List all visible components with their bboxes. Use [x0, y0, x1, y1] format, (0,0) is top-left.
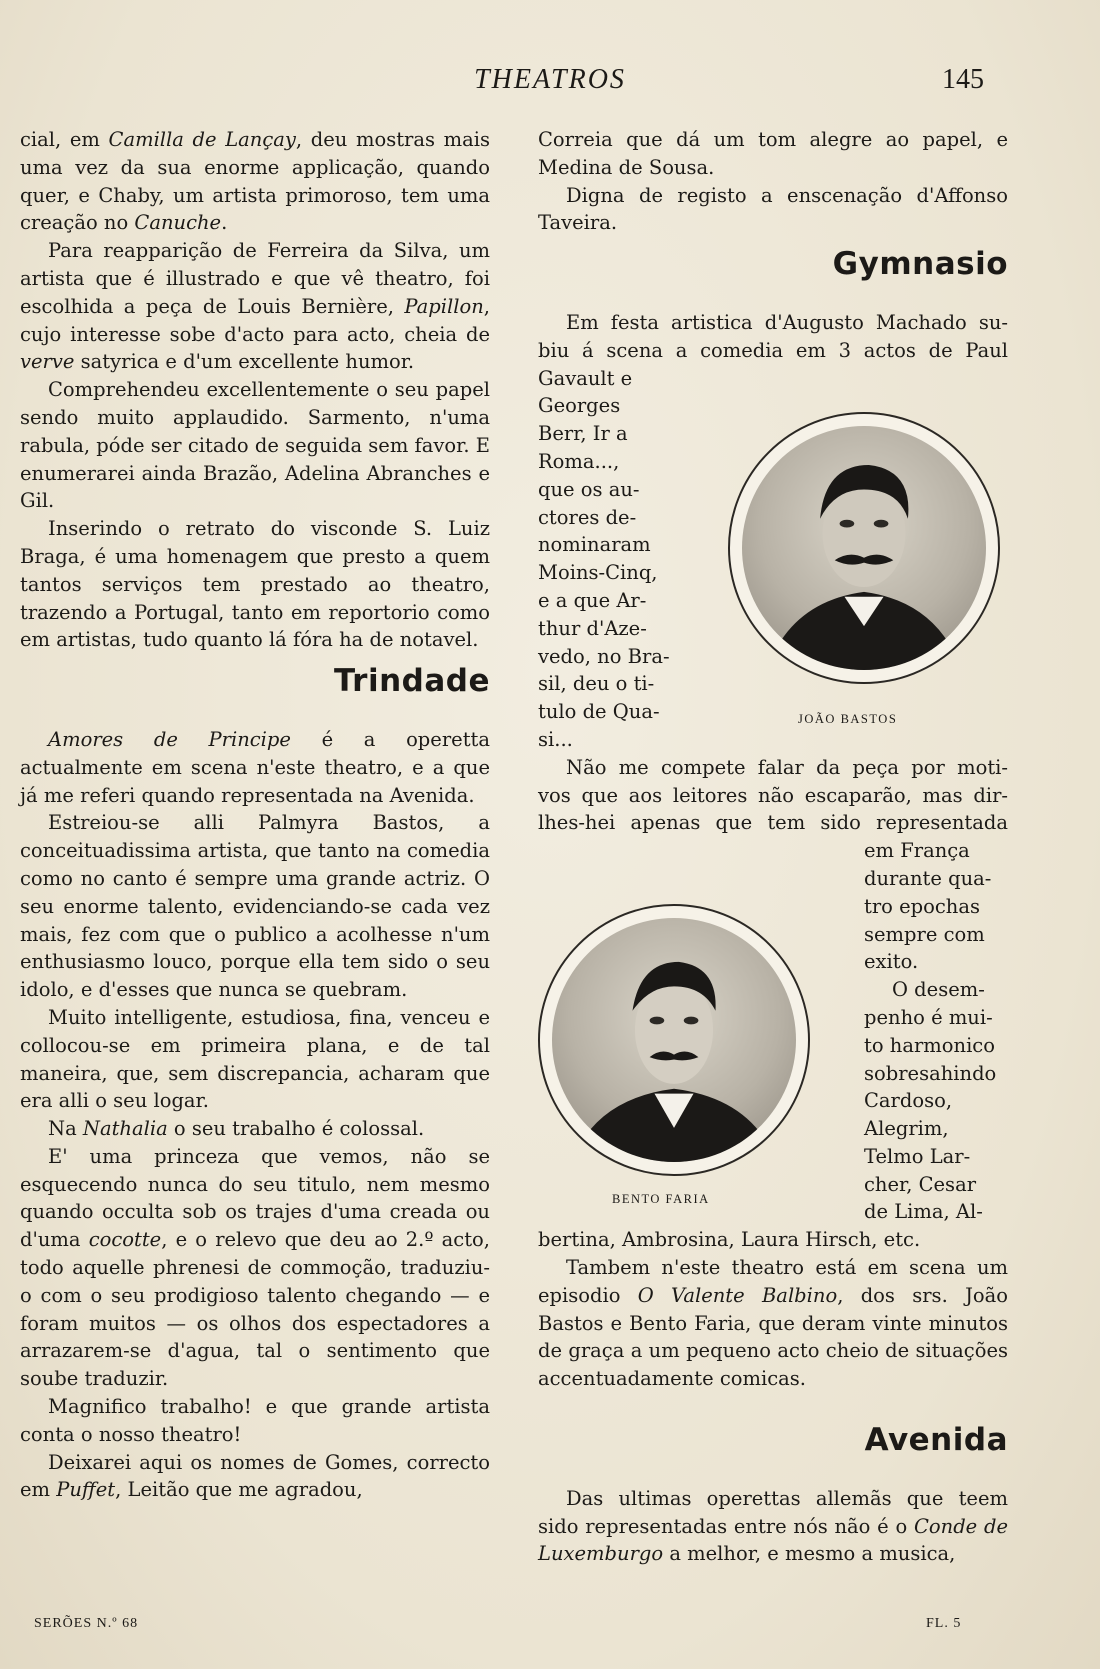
text-line: Roma..., [538, 449, 620, 473]
text-line: nominaram [538, 533, 651, 557]
paragraph: Amores de Principe é a operetta actualmente em scena n'este theatro, e a que já me referi quando representada na Avenida. [20, 727, 490, 807]
text-line: em França [864, 839, 970, 863]
paragraph: Tambem n'este theatro está em scena um episodio O Valente Balbino, dos srs. João Bastos e Bento Faria, que deram vinte minutos de graça a um pequeno acto cheio de situações accentuadamente comicas. [538, 1256, 1008, 1391]
text-line: thur d'Aze- [538, 616, 647, 640]
text-line: durante qua- [864, 866, 992, 890]
text-line: vos que aos leitores não escaparão, mas dir- [538, 783, 1008, 807]
paragraph: Deixarei aqui os nomes de Gomes, correcto em Puffet, Leitão que me agradou, [20, 1450, 490, 1502]
paragraph: Magnifico trabalho! e que grande artista conta o nosso theatro! [20, 1395, 490, 1446]
text-line: Alegrim, [864, 1117, 949, 1141]
text-line: to harmonico [864, 1033, 995, 1057]
text-line: tro epochas [864, 894, 980, 918]
footer-folio: FL. 5 [926, 1616, 962, 1631]
text-line: Em festa artistica d'Augusto Machado su- [566, 310, 1008, 334]
text-line: si... [538, 727, 573, 751]
text-line: sempre com [864, 922, 985, 946]
portrait-photo [742, 426, 986, 670]
portrait-bento-faria [538, 904, 810, 1176]
portrait-photo [552, 918, 796, 1162]
text-line: e a que Ar- [538, 588, 647, 612]
paragraph: Muito intelligente, estudiosa, fina, venceu e collocou-se em primeira plana, e de tal maneira, que, sem discrepancia, acharam que era alli o seu logar. [20, 1005, 490, 1113]
text-line: ctores de- [538, 505, 637, 529]
footer-issue: SERÕES N.º 68 [34, 1616, 139, 1631]
text-line: Moins-Cinq, [538, 561, 658, 585]
paragraph: Correia que dá um tom alegre ao papel, e Medina de Sousa. [538, 128, 1008, 179]
text-line: sil, deu o ti- [538, 672, 655, 696]
text-line: Georges [538, 394, 621, 418]
page-number: 145 [942, 64, 984, 95]
text-line: Telmo Lar- [864, 1144, 971, 1168]
text-line: tulo de Qua- [538, 700, 660, 724]
running-header: THEATROS [474, 64, 626, 95]
paragraph: Para reapparição de Ferreira da Silva, um artista que é illustrado e que vê theatro, foi escolhida a peça de Louis Bernière, Papillon, cujo interesse sobe d'acto para acto, cheia de verve satyrica e d'um excellente humor. [20, 239, 490, 374]
text-line: biu á scena a comedia em 3 actos de Paul [538, 338, 1008, 362]
text-line: lhes-hei apenas que tem sido representada [538, 811, 1008, 835]
text-line: vedo, no Bra- [538, 644, 670, 668]
right-column [538, 126, 1008, 1568]
left-column [20, 126, 490, 1504]
portrait-caption: BENTO FARIA [612, 1192, 710, 1206]
portrait-caption: JOÃO BASTOS [798, 712, 898, 726]
text-line: Berr, Ir a [538, 422, 628, 446]
paragraph: Comprehendeu excellentemente o seu papel sendo muito applaudido. Sarmento, n'uma rabula, póde ser citado de seguida sem favor. E enumerarei ainda Brazão, Adelina Abranches e Gil. [20, 378, 490, 513]
paragraph: cial, em Camilla de Lançay, deu mostras mais uma vez da sua enorme applicação, quando quer, e Chaby, um artista primoroso, tem uma creação no Canuche. [20, 128, 490, 235]
text-line: Não me compete falar da peça por moti- [566, 755, 1008, 779]
paragraph: Das ultimas operettas allemãs que teem sido representadas entre nós não é o Conde de Luxemburgo a melhor, e mesmo a musica, [538, 1486, 1008, 1566]
text-line: cher, Cesar [864, 1172, 977, 1196]
text-line: Gavault e [538, 366, 633, 390]
text-line: exito. [864, 950, 919, 974]
paragraph: Na Nathalia o seu trabalho é colossal. [48, 1117, 425, 1141]
text-line: de Lima, Al- [864, 1200, 983, 1224]
section-heading-avenida: Avenida [864, 1422, 1008, 1459]
portrait-joao-bastos [728, 412, 1000, 684]
paragraph: Digna de registo a enscenação d'Affonso Taveira. [538, 183, 1008, 235]
text-line: que os au- [538, 477, 640, 501]
paragraph: E' uma princeza que vemos, não se esquecendo nunca do seu titulo, nem mesmo quando occulta sob os trajes d'uma creada ou d'uma cocotte, e o relevo que deu ao 2.º acto, todo aquelle phrenesi de commoção, traduziu-o com o seu prodigioso talento chegando — e foram muitos — os olhos dos espectadores a arrazarem-se d'agua, tal o sentimento que soube traduzir. [20, 1144, 491, 1391]
text-line: penho é mui- [864, 1005, 993, 1029]
section-heading-trindade: Trindade [333, 663, 490, 700]
text-line: Cardoso, [864, 1089, 953, 1113]
text-line: O desem- [892, 978, 985, 1002]
section-heading-gymnasio: Gymnasio [832, 246, 1008, 283]
paragraph: Inserindo o retrato do visconde S. Luiz Braga, é uma homenagem que presto a quem tantos serviços tem prestado ao theatro, trazendo a Portugal, tanto em reportorio como em artistas, tudo quanto lá fóra ha de notavel. [20, 517, 490, 652]
text-line: sobresahindo [864, 1061, 997, 1085]
text-line: bertina, Ambrosina, Laura Hirsch, etc. [538, 1228, 921, 1252]
paragraph: Estreiou-se alli Palmyra Bastos, a conceituadissima artista, que tanto na comedia como no canto é sempre uma grande actriz. O seu enorme talento, evidenciando-se cada vez mais, fez com que o publico a acolhesse n'um enthusiasmo louco, porque ella tem sido o seu idolo, e d'esses que nunca se quebram. [20, 811, 490, 1002]
